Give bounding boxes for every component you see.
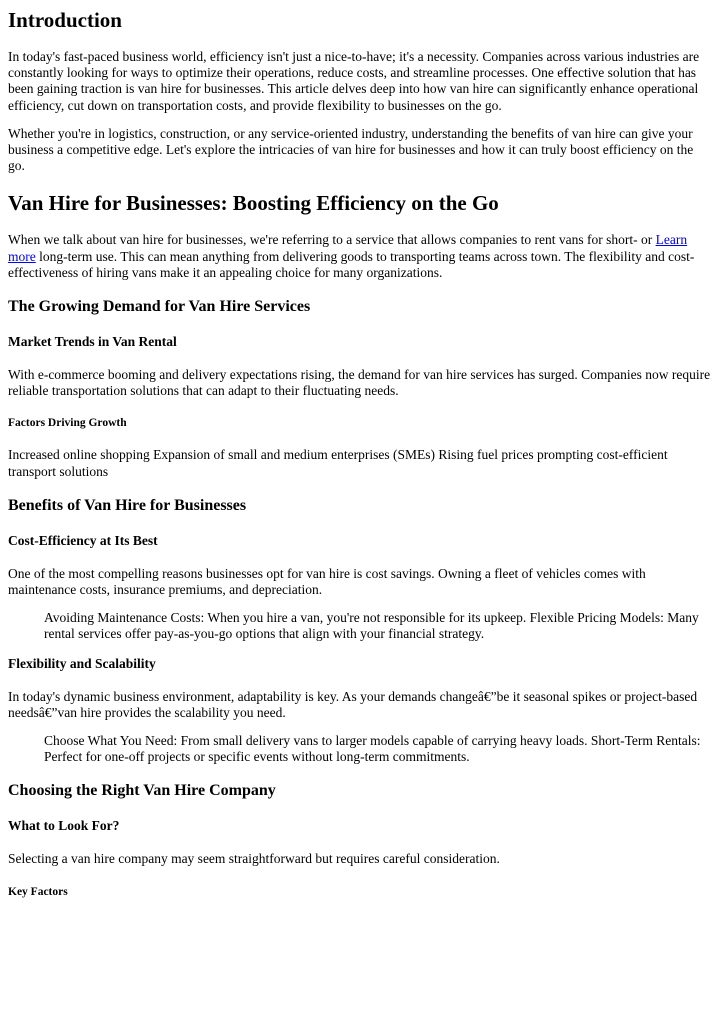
intro-paragraph-1: In today's fast-paced business world, efficiency isn't just a nice-to-have; it's a necessity. Companies across various industries are constantly looking for ways to optimize their operations, reduce costs, and streamline processes. One effective solution that has been gaining traction is van hire for businesses. This article delves deep into how van hire can significantly enhance operational efficiency, cut down on transportation costs, and provide flexibility to businesses on the go. <box>8 49 700 113</box>
flexibility-heading: Flexibility and Scalability <box>8 655 156 671</box>
cost-efficiency-paragraph: One of the most compelling reasons businesses opt for van hire is cost savings. Owning a fleet of vehicles comes with maintenance costs, insurance premiums, and depreciation. <box>8 565 646 598</box>
cost-efficiency-heading: Cost-Efficiency at Its Best <box>8 532 158 548</box>
market-trends-paragraph: With e-commerce booming and delivery expectations rising, the demand for van hire services has surged. Companies now require reliable transportation solutions that can adapt to their fluctuating needs. <box>8 367 711 399</box>
cost-efficiency-quote: Avoiding Maintenance Costs: When you hire a van, you're not responsible for its upkeep. Flexible Pricing Models: Many rental services offer pay-as-you-go options that align with your financial strategy. <box>44 610 699 642</box>
flexibility-quote: Choose What You Need: From small delivery vans to larger models capable of carrying heavy loads. Short-Term Rentals: Perfect for one-off projects or specific events without long-term commitments. <box>44 733 701 765</box>
choosing-company-heading: Choosing the Right Van Hire Company <box>8 782 276 800</box>
main-paragraph <box>8 232 712 281</box>
main-paragraph-text-after: long-term use. This can mean anything from delivering goods to transporting teams across town. The flexibility and cost-effectiveness of hiring vans make it an appealing choice for many organizations. <box>8 248 695 280</box>
introduction-heading: Introduction <box>8 8 122 32</box>
flexibility-paragraph: In today's dynamic business environment, adaptability is key. As your demands changeâ€”be it seasonal spikes or project-based needsâ€”van hire provides the scalability you need. <box>8 688 698 720</box>
factors-driving-growth-heading: Factors Driving Growth <box>8 417 127 430</box>
main-heading: Van Hire for Businesses: Boosting Efficiency on the Go <box>8 191 499 216</box>
factors-paragraph: Increased online shopping Expansion of small and medium enterprises (SMEs) Rising fuel prices prompting cost-efficient transport solutions <box>8 447 668 479</box>
main-paragraph-text-before: When we talk about van hire for businesses, we're referring to a service that allows companies to rent vans for short- or <box>8 232 656 248</box>
key-factors-heading: Key Factors <box>8 885 68 898</box>
learn-more-link[interactable]: Learn more <box>8 232 688 264</box>
growing-demand-heading: The Growing Demand for Van Hire Services <box>8 298 311 316</box>
intro-paragraph-2: Whether you're in logistics, construction, or any service-oriented industry, understanding the benefits of van hire can give your business a competitive edge. Let's explore the intricacies of van hire for businesses and how it can truly boost efficiency on the go. <box>8 125 694 174</box>
what-to-look-for-heading: What to Look For? <box>8 818 120 834</box>
market-trends-heading: Market Trends in Van Rental <box>8 334 177 350</box>
what-to-look-for-paragraph: Selecting a van hire company may seem straightforward but requires careful consideration. <box>8 851 500 867</box>
benefits-heading: Benefits of Van Hire for Businesses <box>8 496 247 514</box>
